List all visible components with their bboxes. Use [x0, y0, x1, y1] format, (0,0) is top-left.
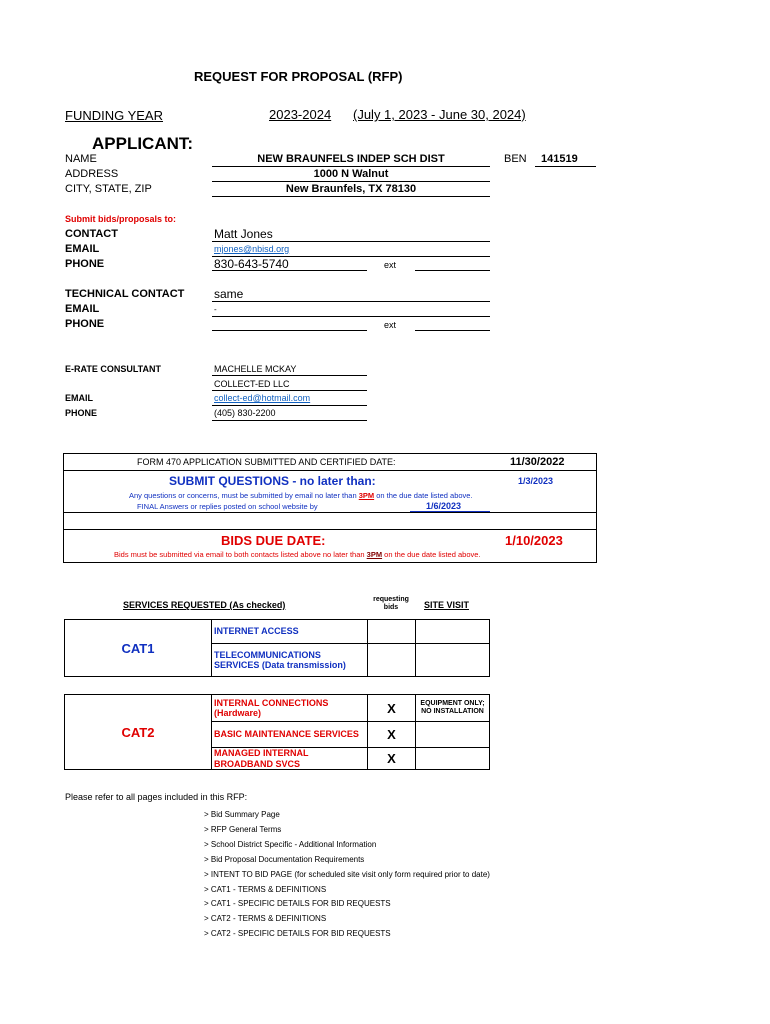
cat2-site-visit-note: EQUIPMENT ONLY; NO INSTALLATION: [415, 694, 490, 722]
refer-item: > Bid Proposal Documentation Requirements: [204, 854, 365, 864]
applicant-name: NEW BRAUNFELS INDEP SCH DIST: [257, 153, 445, 165]
address-label: ADDRESS: [65, 168, 119, 180]
cat2-broadband-site-visit-cell: [415, 747, 490, 770]
consultant-company: COLLECT-ED LLC: [214, 379, 290, 389]
cat1-internet-site-visit-cell: [415, 619, 490, 644]
form470-label: FORM 470 APPLICATION SUBMITTED AND CERTIFIED DATE:: [137, 457, 396, 467]
final-answers-date: 1/6/2023: [426, 501, 462, 511]
services-requested-header: SERVICES REQUESTED (As checked): [123, 600, 286, 610]
refer-intro: Please refer to all pages included in this RFP:: [65, 792, 248, 802]
cat2-internal-connections: INTERNAL CONNECTIONS (Hardware): [211, 694, 368, 722]
refer-item: > CAT2 - SPECIFIC DETAILS FOR BID REQUESTS: [204, 929, 391, 939]
technical-name: same: [214, 287, 244, 301]
cat2-label: CAT2: [64, 694, 212, 770]
cat2-internal-connections-check[interactable]: X: [367, 694, 416, 722]
name-label: NAME: [65, 153, 97, 165]
refer-item: > CAT1 - TERMS & DEFINITIONS: [204, 884, 327, 894]
cat2-maintenance-site-visit-cell: [415, 721, 490, 748]
bids-due-date: 1/10/2023: [505, 533, 563, 548]
page-title: REQUEST FOR PROPOSAL (RFP): [194, 69, 403, 84]
consultant-company-underline: [212, 390, 367, 391]
consultant-name-underline: [212, 375, 367, 376]
consultant-name: MACHELLE MCKAY: [214, 364, 297, 374]
refer-item: > RFP General Terms: [204, 824, 282, 834]
cat2-basic-maintenance-check[interactable]: X: [367, 721, 416, 748]
contact-label: CONTACT: [65, 228, 118, 240]
dates-row-line-3: [63, 529, 597, 530]
contact-name-underline: [212, 241, 490, 242]
cat2-managed-broadband: MANAGED INTERNAL BROADBAND SVCS: [211, 747, 368, 770]
technical-phone-underline: [212, 330, 367, 331]
bids-due-label: BIDS DUE DATE:: [221, 533, 326, 548]
applicant-address: 1000 N Walnut: [313, 168, 389, 180]
submit-bids-label: Submit bids/proposals to:: [65, 214, 177, 224]
contact-ext-label: ext: [384, 260, 397, 270]
ben-label: BEN: [504, 153, 527, 165]
contact-ext-underline: [415, 270, 490, 271]
form470-date: 11/30/2022: [510, 456, 565, 468]
bids-note-b: on the due date listed above.: [384, 550, 481, 559]
technical-ext-underline: [415, 330, 490, 331]
bids-note-time: 3PM: [366, 550, 383, 559]
refer-list: [204, 808, 490, 942]
contact-phone-label: PHONE: [65, 258, 105, 270]
technical-email: -: [214, 305, 217, 314]
submit-questions-label: SUBMIT QUESTIONS - no later than:: [169, 474, 376, 488]
contact-email-label: EMAIL: [65, 243, 100, 255]
applicant-heading: APPLICANT:: [92, 134, 194, 153]
consultant-phone-label: PHONE: [65, 408, 98, 418]
cat2-managed-broadband-check[interactable]: X: [367, 747, 416, 770]
technical-email-underline: [212, 316, 490, 317]
ben-value: 141519: [541, 153, 578, 165]
cat1-label: CAT1: [64, 619, 212, 677]
technical-phone-label: PHONE: [65, 318, 105, 330]
funding-year-label: FUNDING YEAR: [65, 108, 163, 123]
contact-name: Matt Jones: [214, 227, 273, 241]
technical-ext-label: ext: [384, 320, 397, 330]
applicant-city: New Braunfels, TX 78130: [285, 183, 417, 195]
cat1-internet-access: INTERNET ACCESS: [211, 619, 368, 644]
erate-consultant-label: E-RATE CONSULTANT: [65, 364, 161, 374]
contact-email-link[interactable]: mjones@nbisd.org: [214, 244, 290, 254]
funding-year-range: (July 1, 2023 - June 30, 2024): [353, 107, 526, 122]
refer-item: > CAT1 - SPECIFIC DETAILS FOR BID REQUESTS: [204, 899, 391, 909]
bids-note: [114, 550, 481, 559]
name-underline: [212, 166, 490, 167]
refer-item: > Bid Summary Page: [204, 810, 280, 819]
questions-date: 1/3/2023: [518, 476, 554, 486]
technical-contact-label: TECHNICAL CONTACT: [65, 288, 185, 300]
contact-phone: 830-643-5740: [214, 257, 289, 271]
final-date-underline: [410, 511, 490, 512]
questions-note-time: 3PM: [358, 491, 375, 500]
address-underline: [212, 181, 490, 182]
ben-underline: [535, 166, 596, 167]
refer-item: > CAT2 - TERMS & DEFINITIONS: [204, 914, 327, 924]
cat2-basic-maintenance: BASIC MAINTENANCE SERVICES: [211, 721, 368, 748]
refer-item: > INTENT TO BID PAGE (for scheduled site visit only form required prior to date): [204, 869, 490, 879]
cat1-telecom-request-checkbox[interactable]: [367, 643, 416, 677]
technical-email-label: EMAIL: [65, 303, 100, 315]
final-answers-note: FINAL Answers or replies posted on school website by: [137, 502, 318, 511]
consultant-email-underline: [212, 405, 367, 406]
funding-year-value: 2023-2024: [269, 107, 332, 122]
cat1-telecom-services: TELECOMMUNICATIONS SERVICES (Data transmission): [211, 643, 368, 677]
questions-note-b: on the due date listed above.: [376, 491, 473, 500]
consultant-email-label: EMAIL: [65, 393, 93, 403]
cat1-telecom-site-visit-cell: [415, 643, 490, 677]
questions-note: [129, 491, 473, 500]
requesting-bids-header: requesting bids: [373, 596, 409, 611]
city-underline: [212, 196, 490, 197]
cat1-internet-request-checkbox[interactable]: [367, 619, 416, 644]
consultant-phone-underline: [212, 420, 367, 421]
site-visit-header: SITE VISIT: [424, 600, 470, 610]
bids-note-a: Bids must be submitted via email to both contacts listed above no later than: [114, 550, 365, 559]
city-label: CITY, STATE, ZIP: [65, 183, 152, 195]
consultant-email-link[interactable]: collect-ed@hotmail.com: [214, 393, 311, 403]
questions-note-a: Any questions or concerns, must be submitted by email no later than: [129, 491, 357, 500]
dates-row-line-1: [63, 470, 597, 471]
dates-row-line-2: [63, 512, 597, 513]
refer-item: > School District Specific - Additional Information: [204, 839, 377, 849]
contact-phone-underline: [212, 270, 367, 271]
consultant-phone: (405) 830-2200: [214, 408, 276, 418]
technical-name-underline: [212, 301, 490, 302]
